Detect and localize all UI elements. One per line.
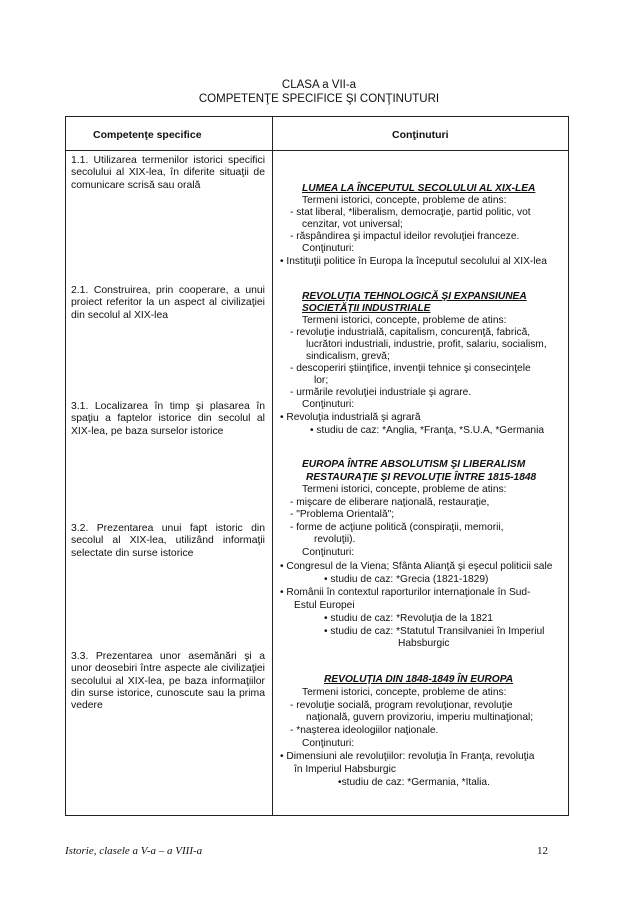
competency-3-1: 3.1. Localizarea în timp şi plasarea în spaţiu a faptelor istorice din secolul al XIX-lea, pe baza surselor istorice [71, 401, 265, 437]
footer-title: Istorie, clasele a V-a – a VIII-a [65, 845, 203, 857]
page-title: COMPETENŢE SPECIFICE ŞI CONŢINUTURI [198, 93, 440, 105]
section-4-content-1: • Dimensiuni ale revoluţiilor: revoluţia în Franţa, revoluţia [280, 751, 535, 762]
section-4-term-2: - *naşterea ideologiilor naţionale. [290, 725, 439, 736]
header-separator [66, 150, 568, 151]
section-3-title-line-1: EUROPA ÎNTRE ABSOLUTISM ŞI LIBERALISM [302, 459, 526, 470]
section-1-title: LUMEA LA ÎNCEPUTUL SECOLULUI AL XIX-LEA [302, 183, 536, 194]
competency-3-2: 3.2. Prezentarea unui fapt istoric din secolul al XIX-lea, utilizând informaţii selectate din surse istorice [71, 523, 265, 559]
section-2-terms: Termeni istorici, concepte, probleme de atins: [302, 315, 507, 326]
section-4-terms: Termeni istorici, concepte, probleme de atins: [302, 687, 507, 698]
section-2-term-3: - urmările revoluţiei industriale şi agrare. [290, 387, 472, 398]
section-1-content-1: • Instituţii politice în Europa la începutul secolului al XIX-lea [280, 256, 547, 267]
competency-2-1: 2.1. Construirea, prin cooperare, a unui proiect referitor la un aspect al civilizaţiei din secolul al XIX-lea [71, 285, 265, 321]
section-3-term-3: - forme de acţiune politică (conspiraţii, memorii, [290, 522, 504, 533]
section-2-term-2-cont: lor; [314, 375, 329, 386]
section-1-terms: Termeni istorici, concepte, probleme de atins: [302, 195, 507, 206]
section-3-title-line-2: RESTAURAŢIE ŞI REVOLUŢIE ÎNTRE 1815-1848 [306, 472, 537, 483]
section-4-case-study: •studiu de caz: *Germania, *Italia. [338, 777, 490, 788]
column-header-content: Conţinuturi [392, 129, 449, 141]
section-3-case-study-1: • studiu de caz: *Grecia (1821-1829) [324, 574, 489, 585]
section-3-content-label: Conţinuturi: [302, 547, 355, 558]
section-2-term-1: - revoluţie industrială, capitalism, concurenţă, fabrică, [290, 327, 531, 338]
section-4-term-1: - revoluţie socială, program revoluţionar, revoluţie [290, 700, 513, 711]
section-3-case-study-3-cont: Habsburgic [398, 638, 450, 649]
section-1-term-2: - răspândirea şi impactul ideilor revoluţiei franceze. [290, 231, 520, 242]
section-3-content-1: • Congresul de la Viena; Sfânta Alianţă şi eşecul politicii sale [280, 561, 553, 572]
section-3-terms: Termeni istorici, concepte, probleme de atins: [302, 484, 507, 495]
section-2-content-1: • Revoluţia industrială şi agrară [280, 412, 421, 423]
column-separator [272, 117, 273, 815]
class-title: CLASA a VII-a [281, 79, 357, 91]
section-2-title-line-2: SOCIETĂŢII INDUSTRIALE [302, 303, 431, 314]
section-3-term-1: - mişcare de eliberare naţională, restauraţie, [290, 497, 490, 508]
section-3-term-3-cont: revoluţii). [314, 534, 356, 545]
section-4-title: REVOLUŢIA DIN 1848-1849 ÎN EUROPA [324, 674, 514, 685]
section-2-term-2: - descoperiri ştiinţifice, invenţii tehnice şi consecinţele [290, 363, 531, 374]
section-1-term-1-cont: cenzitar, vot universal; [302, 219, 403, 230]
page-number: 12 [537, 845, 548, 857]
section-3-content-2-cont: Estul Europei [294, 600, 355, 611]
column-header-competencies: Competenţe specifice [93, 129, 202, 141]
section-2-case-study: • studiu de caz: *Anglia, *Franţa, *S.U.A, *Germania [310, 425, 545, 436]
competency-1-1: 1.1. Utilizarea termenilor istorici specifici secolului al XIX-lea, în diferite situaţii de comunicare scrisă sau orală [71, 155, 265, 191]
section-3-case-study-3: • studiu de caz: *Statutul Transilvaniei în Imperiul [324, 626, 545, 637]
section-2-term-1-cont: lucrători industriali, industrie, profit, salariu, socialism, [306, 339, 547, 350]
section-4-content-1-cont: în Imperiul Habsburgic [294, 764, 396, 775]
section-2-content-label: Conţinuturi: [302, 399, 355, 410]
section-1-content-label: Conţinuturi: [302, 243, 355, 254]
section-3-content-2: • Românii în contextul raporturilor internaţionale în Sud- [280, 587, 531, 598]
section-4-term-1-cont: naţională, guvern provizoriu, imperiu multinaţional; [306, 712, 534, 723]
section-4-content-label: Conţinuturi: [302, 738, 355, 749]
section-2-term-1-cont-2: sindicalism, grevă; [306, 351, 390, 362]
section-2-title-line-1: REVOLUŢIA TEHNOLOGICĂ ŞI EXPANSIUNEA [302, 291, 527, 302]
competencies-table [65, 116, 569, 816]
section-3-term-2: - "Problema Orientală"; [290, 509, 395, 520]
section-3-case-study-2: • studiu de caz: *Revoluţia de la 1821 [324, 613, 493, 624]
competency-3-3: 3.3. Prezentarea unor asemănări şi a unor deosebiri între aspecte ale civilizaţiei secolului al XIX-lea, pe baza informaţiilor din surse istorice, cunoscute sau la prima vedere [71, 651, 265, 712]
section-1-term-1: - stat liberal, *liberalism, democraţie, partid politic, vot [290, 207, 531, 218]
